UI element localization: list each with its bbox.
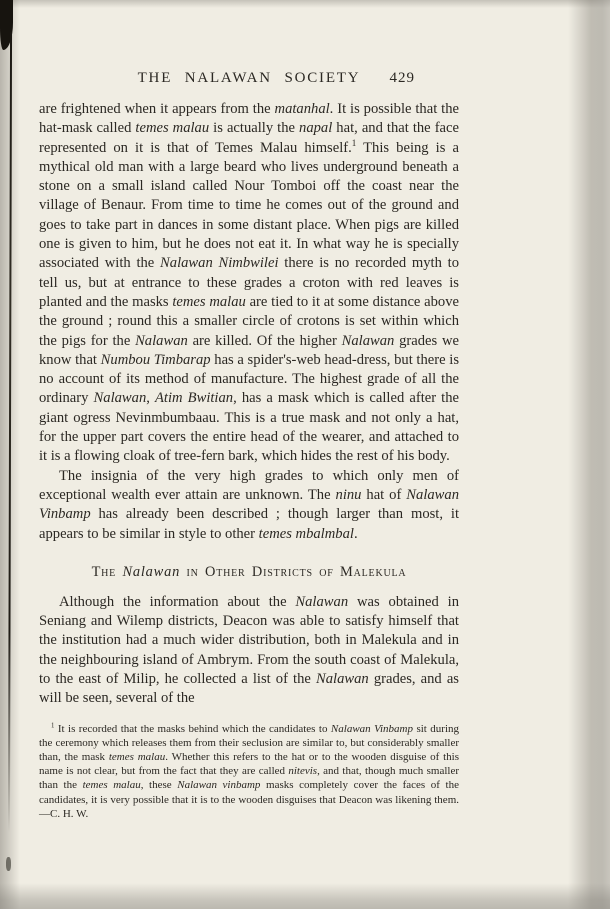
text-segment: , has a mask which is called after the giant ogress Nevinmbumbaau. This is a true mask and not only a hat, for the upper part covers the entire head of the wearer, and attached to it is a flowing cloak of tree-fern bark, which hides the rest of his body. [39,390,460,465]
text-segment: napal [299,120,333,137]
text-segment: temes malau [82,779,141,792]
text-segment: Atim Bwitian [155,390,234,407]
text-segment: are tied to it at some distance above the ground ; round this a smaller circle of crotons is set within which the pigs for the [39,293,459,349]
text-segment: , [146,390,156,407]
text-segment: matanhal [274,101,330,117]
text-segment: 1 [51,721,55,729]
text-segment: temes malau [108,751,166,764]
text-segment: temes malau [172,293,246,310]
text-segment: are frightened when it appears from the [39,101,275,117]
text-segment: grades we know that [39,332,459,368]
text-segment: . Whether this refers to the hat or to the wooden disguise of this name is not clear, but from the fact that they are called [39,751,459,778]
text-segment: hat of [361,486,407,503]
text-segment: temes malau [135,120,210,137]
text-segment: Nalawan [135,332,188,349]
body-paragraph-2 [39,467,459,544]
text-segment: was obtained in Seniang and Wilemp districts, Deacon was able to satisfy himself that the institution had a much wider distribution, both in Malekula and in the neighbouring island of Ambrym. From the south coast of Malekula, to the east of Milip, he collected a list of the [39,593,459,688]
text-segment: is actually the [209,120,300,137]
page-header [39,70,459,94]
text-segment: ninu [335,486,362,503]
text-segment: Numbou Timbarap [100,351,211,368]
text-segment: Nalawan vinbamp [177,779,261,792]
text-segment: . [353,525,358,542]
text-segment: . It is possible that the hat-mask called [39,101,459,137]
text-segment: has a spider's-web head-dress, but there is no account of its method of manufacture. The highest grade of all the ordinary [39,351,459,407]
text-segment: The [91,563,123,580]
running-title: THE NALAWAN SOCIETY [137,70,361,86]
text-segment: Nalawan [341,332,395,349]
text-segment: sit during the ceremony which releases them from their seclusion are similar to, but considerably smaller than, the mask [39,722,459,764]
text-segment: Nalawan [295,593,349,610]
scan-top-edge-shadow [0,0,610,8]
footnote [39,722,459,821]
text-segment: hat, and that the face represented on it is that of Temes Malau himself. [39,120,459,156]
text-segment: Although the information about the [59,593,296,610]
text-segment: has already been described ; though larger than most, it appears to be similar in style to other [39,506,459,542]
text-segment: grades, and as will be seen, several of the [39,671,459,707]
text-segment: , and that, though much smaller than the [39,765,460,792]
text-segment: , these [140,779,178,792]
text-segment: in Other Districts of Malekula [180,563,407,580]
text-segment: Nalawan [122,563,181,580]
text-segment: masks completely cover the faces of the candidates, it is very possible that it is to the wooden disguises that Deacon was likening them.—C. H. W. [39,779,459,820]
text-segment: It is recorded that the masks behind which the candidates to [54,722,331,735]
text-segment: 1 [351,137,357,148]
text-segment: temes mbalmbal [258,525,354,542]
section-heading [39,564,459,581]
text-segment: there is no recorded myth to tell us, but at entrance to these grades a croton with red leaves is planted and the masks [39,255,460,310]
section-paragraph-1 [39,593,459,709]
page-number: 429 [389,70,415,86]
scan-bottom-mark [6,857,11,871]
text-segment: The insignia of the very high grades to which only men of exceptional wealth ever attain are unknown. The [39,467,459,503]
text-segment: are killed. Of the higher [187,332,342,349]
text-segment: Nalawan Vinbamp [330,722,413,735]
text-segment: This being is a mythical old man with a large beard who lives underground beneath a stone on a small island called Nour Tomboi off the coast near the village of Benaur. From time to time he comes out of the ground and goes to take part in dances in some distant place. When pigs are killed one is given to him, but he does not eat it. In what way he is specially associated with the [39,139,459,272]
text-segment: Nalawan [93,390,147,407]
text-segment: nitevis [288,765,318,778]
text-segment: Nalawan Vinbamp [39,486,460,523]
scan-right-edge [568,0,610,909]
text-segment: Nalawan Nimbwilei [160,255,279,272]
page-content [39,70,459,821]
body-paragraph-1 [39,100,459,467]
text-segment: Nalawan [316,671,369,688]
scan-bottom-edge [0,883,610,909]
